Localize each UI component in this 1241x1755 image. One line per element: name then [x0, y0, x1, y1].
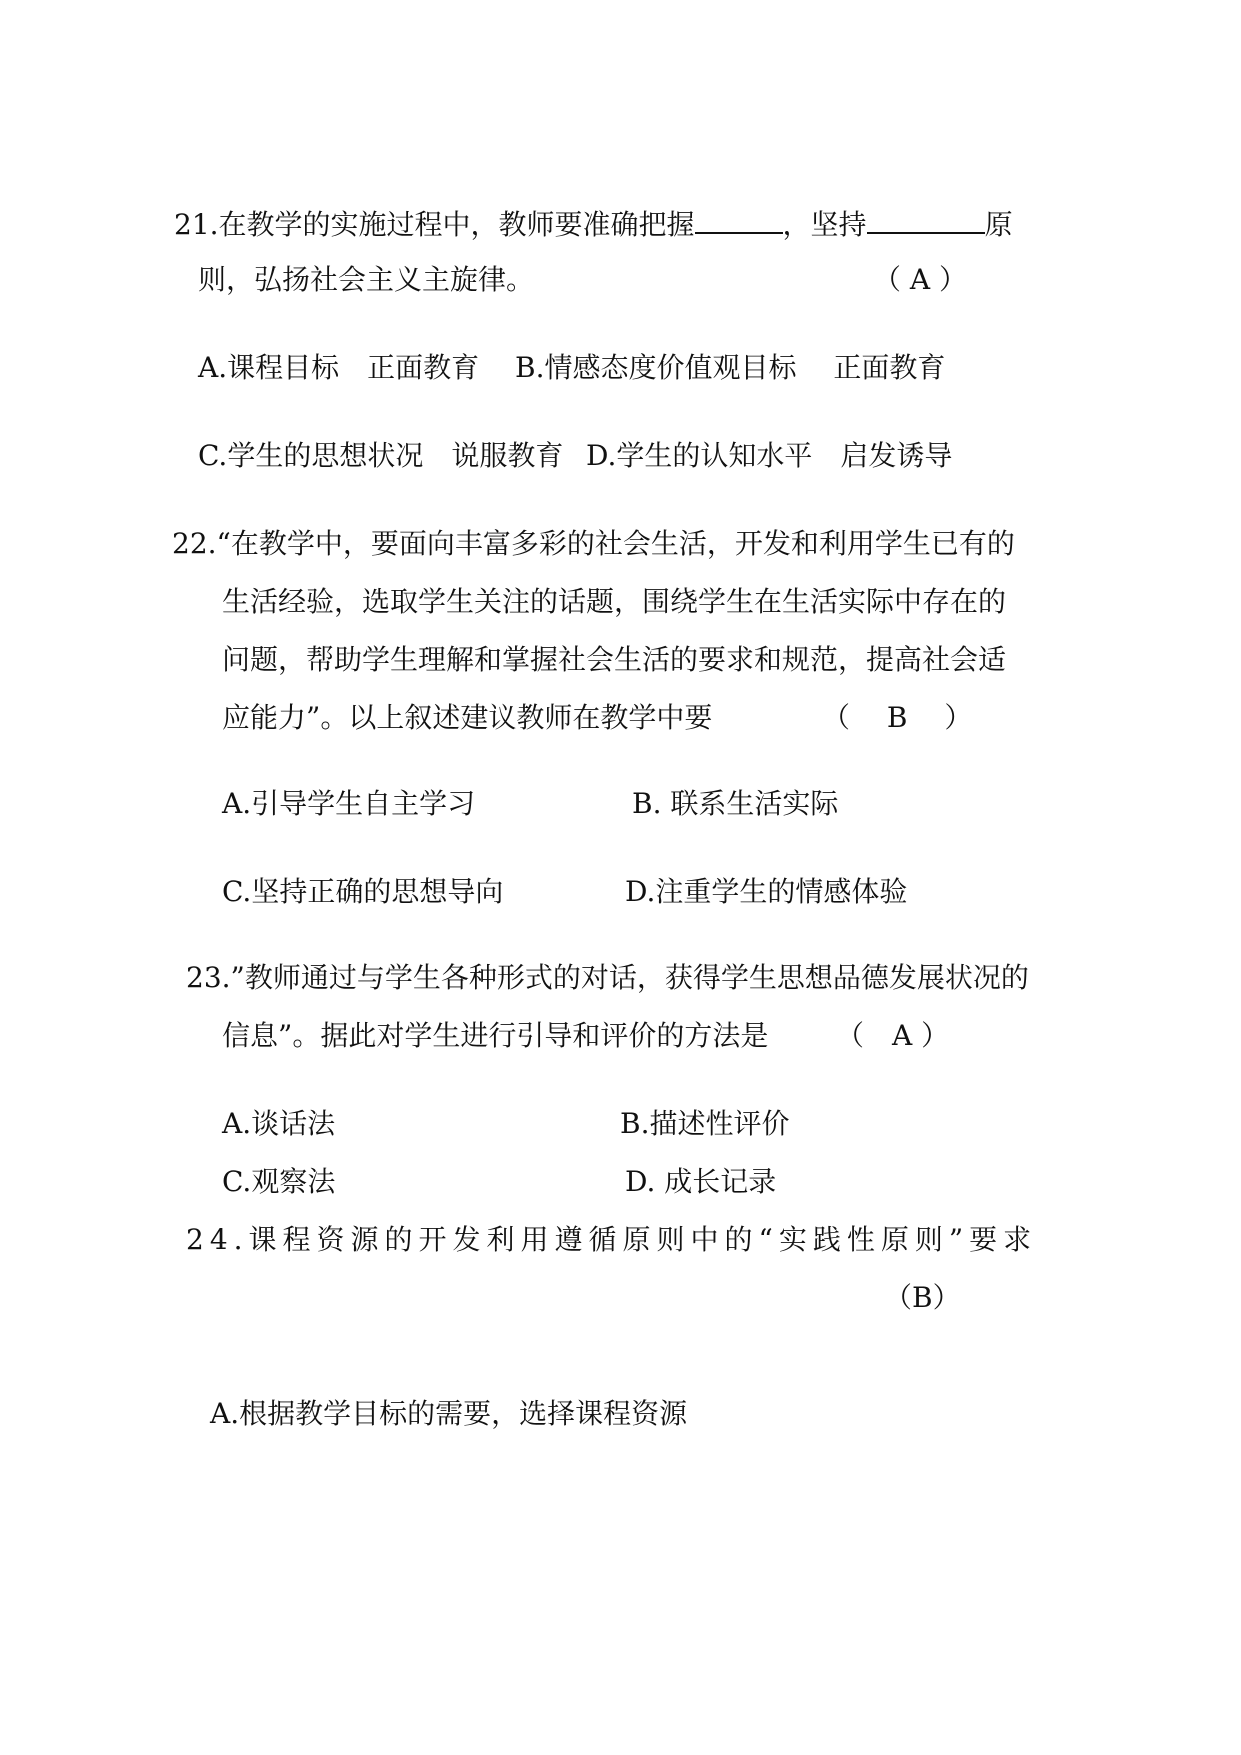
option-22-a: A.引导学生自主学习: [222, 787, 476, 820]
fill-blank: [695, 202, 783, 234]
question-22-line-4: 应能力”。以上叙述建议教师在教学中要: [222, 701, 713, 734]
question-text: 课程资源的开发利用遵循原则中的“实践性原则”要求: [248, 1223, 1038, 1256]
question-text: ”教师通过与学生各种形式的对话，获得学生思想品德发展状况的: [230, 961, 1029, 994]
option-23-a: A.谈话法: [222, 1107, 336, 1140]
question-22-line-2: 生活经验，选取学生关注的话题，围绕学生在生活实际中存在的: [222, 585, 1007, 618]
option-21-c: C.学生的思想状况 说服教育: [198, 439, 564, 472]
question-number: 23.: [186, 961, 231, 994]
question-21-line-1: [174, 202, 1013, 245]
question-number: 21.: [174, 208, 219, 241]
option-21-b: B.情感态度价值观目标 正面教育: [515, 351, 946, 384]
answer-24: （B）: [884, 1281, 961, 1314]
answer-22: （ B ）: [822, 701, 973, 734]
option-22-d: D.注重学生的情感体验: [625, 875, 908, 908]
option-22-b: B. 联系生活实际: [632, 787, 839, 820]
option-23-c: C.观察法: [222, 1165, 336, 1198]
question-number: 24.: [186, 1223, 249, 1256]
question-21-line-2: 则，弘扬社会主义主旋律。: [198, 263, 535, 296]
option-21-a: A.课程目标 正面教育: [198, 351, 480, 384]
question-text: 原: [984, 208, 1013, 241]
question-text: ，坚持: [782, 208, 867, 241]
question-22-line-3: 问题，帮助学生理解和掌握社会生活的要求和规范，提高社会适: [222, 643, 1007, 676]
option-23-d: D. 成长记录: [625, 1165, 777, 1198]
question-text: 在教学的实施过程中，教师要准确把握: [218, 208, 695, 241]
option-22-c: C.坚持正确的思想导向: [222, 875, 504, 908]
question-23-line-1: [186, 958, 1029, 998]
option-21-d: D.学生的认知水平 启发诱导: [586, 439, 953, 472]
question-24-line-1: [186, 1220, 1037, 1260]
question-22-line-1: [172, 524, 1015, 564]
question-text: “在教学中，要面向丰富多彩的社会生活，开发和利用学生已有的: [216, 527, 1015, 560]
question-number: 22.: [172, 527, 217, 560]
fill-blank: [867, 202, 985, 234]
question-23-line-2: 信息”。据此对学生进行引导和评价的方法是: [222, 1019, 769, 1052]
answer-23: （ A ）: [836, 1019, 950, 1052]
option-24-a: A.根据教学目标的需要，选择课程资源: [210, 1397, 688, 1430]
option-23-b: B.描述性评价: [620, 1107, 790, 1140]
answer-21: （ A ）: [873, 263, 968, 296]
